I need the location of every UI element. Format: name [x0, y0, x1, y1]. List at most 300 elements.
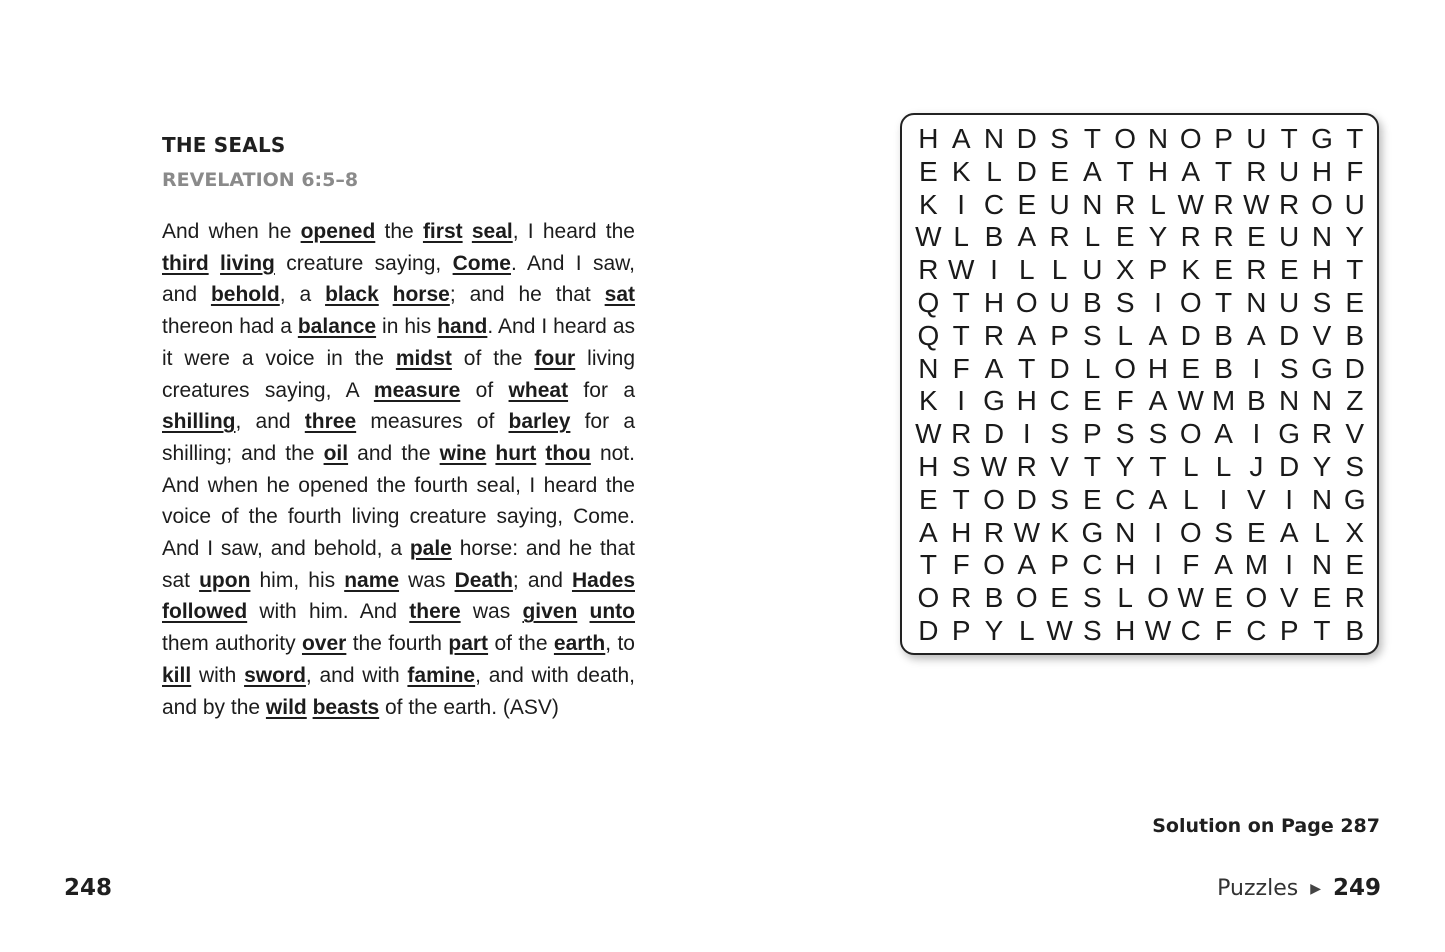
grid-letter: T [1280, 123, 1298, 154]
grid-letter: U [1344, 188, 1365, 220]
grid-row [912, 123, 1371, 156]
grid-letter: W [1144, 614, 1172, 646]
grid-letter: R [1180, 221, 1201, 253]
passage-text: the [375, 220, 423, 243]
grid-letter: W [1177, 188, 1204, 220]
search-word: kill [162, 663, 192, 687]
grid-letter: E [1017, 188, 1037, 220]
grid-letter: B [1214, 352, 1233, 384]
grid-letter: E [1345, 286, 1365, 318]
search-word: living [220, 251, 275, 275]
grid-row [912, 221, 1371, 254]
grid-letter: A [1148, 483, 1168, 515]
grid-letter: D [1016, 123, 1037, 154]
passage-text: ; and [512, 568, 572, 592]
grid-letter: N [1279, 385, 1300, 417]
grid-letter: R [1016, 450, 1037, 482]
search-word: followed [162, 600, 248, 624]
grid-letter: R [1115, 188, 1136, 220]
grid-letter: F [1346, 155, 1364, 187]
grid-letter: U [1049, 286, 1070, 318]
grid-letter: B [1083, 286, 1102, 318]
grid-letter: R [1246, 155, 1267, 187]
grid-letter: R [1344, 582, 1365, 614]
grid-row [912, 484, 1371, 517]
grid-letter: L [1084, 352, 1101, 384]
grid-letter: I [1154, 549, 1162, 581]
grid-letter: W [980, 450, 1008, 482]
passage-text: , a [279, 283, 326, 307]
grid-row [912, 517, 1371, 550]
grid-letter: E [1214, 582, 1233, 614]
grid-row [912, 156, 1371, 189]
passage-text: them authority [162, 632, 302, 656]
search-word: three [304, 410, 357, 434]
grid-letter: W [1177, 582, 1204, 614]
grid-letter: L [1084, 221, 1101, 253]
grid-letter: E [919, 155, 938, 187]
grid-letter: S [1214, 516, 1233, 548]
grid-letter: H [1016, 385, 1037, 417]
grid-letter: H [1311, 155, 1333, 187]
passage-text [536, 442, 545, 465]
grid-letter: W [1013, 516, 1040, 548]
grid-letter: A [1083, 155, 1102, 187]
grid-letter: T [1083, 450, 1101, 482]
grid-letter: Y [984, 614, 1004, 646]
search-word: given [522, 600, 578, 624]
grid-letter: T [1346, 254, 1364, 286]
grid-row [912, 418, 1371, 451]
grid-row [912, 451, 1371, 484]
triangle-right-icon: ▶ [1310, 879, 1321, 896]
grid-letter: C [1049, 385, 1070, 417]
search-word: wild [265, 695, 307, 719]
grid-letter: I [1154, 516, 1162, 548]
section-label: Puzzles [1217, 875, 1299, 901]
grid-row [912, 549, 1371, 582]
grid-letter: I [957, 385, 966, 417]
grid-row [912, 254, 1371, 287]
grid-letter: O [1114, 123, 1137, 154]
grid-letter: L [1051, 254, 1068, 286]
passage-text: in his [376, 315, 438, 339]
grid-letter: O [917, 582, 940, 614]
grid-letter: Y [1345, 221, 1365, 253]
search-word: upon [199, 568, 251, 592]
passage-text: measures of [356, 410, 509, 434]
search-word: midst [395, 346, 452, 370]
grid-letter: E [1181, 352, 1201, 384]
grid-letter: P [1050, 549, 1069, 581]
grid-letter: Q [917, 286, 940, 318]
grid-letter: L [1182, 450, 1199, 482]
grid-letter: V [1345, 418, 1365, 450]
passage-text: not. And when he opened the fourth seal, I heard the voice of the fourth living creature saying, Come. And I saw, and behold, a [162, 441, 635, 561]
grid-letter: C [1246, 614, 1267, 646]
grid-letter: R [951, 582, 972, 614]
grid-letter: I [1252, 352, 1261, 384]
grid-letter: F [1215, 614, 1233, 646]
passage-text: . And I saw, and [162, 251, 635, 307]
passage-text: And when he [162, 220, 301, 243]
grid-letter: P [1083, 418, 1102, 450]
grid-letter: H [1147, 155, 1169, 187]
grid-letter: L [986, 155, 1002, 187]
grid-letter: I [1285, 549, 1294, 581]
grid-letter: D [1016, 155, 1037, 187]
passage-text: creature saying, [274, 251, 453, 275]
search-word: pale [409, 537, 452, 561]
grid-letter: A [1247, 319, 1266, 351]
grid-letter: T [1149, 450, 1167, 482]
grid-letter: I [1285, 483, 1294, 515]
search-word: name [344, 568, 400, 592]
right-page-footer [1217, 875, 1381, 901]
solution-note: Solution on Page 287 [1152, 815, 1380, 837]
search-word: balance [297, 315, 377, 339]
grid-letter: B [1345, 319, 1365, 351]
grid-letter: T [1018, 352, 1036, 384]
grid-letter: H [1311, 254, 1333, 286]
grid-letter: U [1049, 188, 1070, 220]
grid-letter: R [1246, 254, 1267, 286]
grid-letter: U [1279, 155, 1300, 187]
grid-letter: E [919, 483, 938, 515]
grid-letter: R [918, 254, 939, 286]
grid-letter: O [1179, 286, 1202, 318]
grid-letter: F [1116, 385, 1134, 417]
grid-letter: L [953, 221, 969, 253]
grid-letter: Y [1148, 221, 1168, 253]
grid-letter: T [1083, 123, 1101, 154]
grid-letter: S [1148, 418, 1168, 450]
search-word: horse [392, 283, 450, 307]
grid-letter: R [1213, 221, 1234, 253]
grid-letter: R [983, 516, 1005, 548]
grid-letter: N [1246, 286, 1267, 318]
grid-letter: O [1245, 582, 1268, 614]
passage-text: him, his [250, 568, 345, 592]
passage-text: with him. And [247, 600, 410, 624]
grid-letter: F [952, 352, 970, 384]
passage-text [209, 252, 220, 275]
passage-text: . And I heard as it were a voice in the [162, 315, 635, 370]
grid-letter: N [918, 352, 939, 384]
search-word: measure [373, 378, 461, 402]
grid-letter: I [957, 188, 966, 220]
grid-letter: H [918, 123, 939, 154]
grid-letter: S [1083, 582, 1102, 614]
grid-letter: W [1046, 614, 1073, 646]
grid-letter: W [915, 418, 942, 450]
grid-letter: A [1017, 549, 1037, 581]
grid-letter: D [918, 614, 939, 646]
grid-letter: Z [1346, 385, 1364, 417]
grid-letter: O [1179, 123, 1202, 154]
grid-letter: E [1279, 254, 1299, 286]
grid-letter: T [952, 483, 970, 515]
passage-text: of the [488, 632, 554, 656]
search-word: thou [545, 441, 591, 465]
grid-letter: E [1050, 155, 1069, 187]
grid-letter: S [1083, 319, 1102, 351]
grid-letter: D [1016, 483, 1037, 515]
grid-letter: P [1148, 254, 1168, 286]
passage-text: of the earth. (ASV) [379, 695, 559, 719]
grid-row [912, 189, 1371, 222]
search-word: third [162, 251, 209, 275]
grid-letter: O [983, 549, 1005, 581]
grid-letter: E [1115, 221, 1135, 253]
grid-letter: E [1247, 221, 1266, 253]
grid-letter: R [983, 319, 1005, 351]
grid-letter: H [1115, 549, 1136, 581]
search-word: part [448, 632, 489, 656]
grid-letter: K [1181, 254, 1201, 286]
grid-letter: Y [1115, 450, 1135, 482]
grid-letter: O [1015, 582, 1038, 614]
grid-letter: G [1081, 516, 1104, 548]
grid-letter: C [1082, 549, 1103, 581]
grid-letter: X [1115, 254, 1135, 286]
grid-letter: U [1279, 221, 1300, 253]
grid-letter: J [1249, 450, 1264, 482]
grid-letter: O [983, 483, 1005, 515]
grid-letter: Y [1312, 450, 1332, 482]
grid-letter: I [1154, 286, 1162, 318]
passage-text: for a [568, 378, 635, 402]
grid-letter: C [983, 188, 1005, 220]
grid-letter: E [1083, 483, 1102, 515]
passage-text: the fourth [346, 632, 449, 656]
grid-letter: T [1215, 286, 1233, 318]
search-word: Come [452, 251, 511, 275]
grid-letter: A [1214, 418, 1233, 450]
passage-text: , to [605, 632, 635, 656]
grid-letter: A [1181, 155, 1201, 187]
grid-letter: S [951, 450, 971, 482]
grid-letter: A [951, 123, 971, 154]
grid-letter: H [1115, 614, 1136, 646]
search-word: there [409, 600, 461, 624]
letter-grid [912, 123, 1371, 648]
grid-letter: O [1311, 188, 1333, 220]
search-word: Hades [571, 568, 635, 592]
grid-letter: F [1182, 549, 1200, 581]
search-word: sat [604, 283, 636, 307]
grid-letter: T [919, 549, 937, 581]
grid-letter: E [1345, 549, 1365, 581]
grid-letter: V [1312, 319, 1332, 351]
search-word: behold [210, 283, 280, 307]
grid-letter: L [1117, 319, 1133, 351]
grid-letter: O [1147, 582, 1169, 614]
grid-letter: K [919, 188, 938, 220]
grid-letter: E [1214, 254, 1233, 286]
grid-letter: S [1050, 483, 1069, 515]
search-word: famine [407, 663, 476, 687]
grid-letter: R [1049, 221, 1070, 253]
grid-letter: N [1311, 483, 1333, 515]
grid-letter: L [1019, 614, 1035, 646]
search-word: over [301, 632, 347, 656]
grid-letter: V [1247, 483, 1266, 515]
grid-letter: L [1314, 516, 1330, 548]
passage-text: horse: and he that sat [162, 537, 635, 592]
search-word: opened [300, 220, 376, 243]
grid-letter: D [1279, 319, 1300, 351]
search-word: beasts [312, 695, 380, 719]
passage-text: of the [451, 346, 535, 370]
grid-letter: A [1017, 319, 1037, 351]
grid-letter: T [1215, 155, 1233, 187]
grid-letter: G [1343, 483, 1366, 515]
grid-letter: D [1279, 450, 1300, 482]
grid-letter: A [1148, 385, 1168, 417]
grid-letter: S [1279, 352, 1299, 384]
grid-letter: N [983, 123, 1005, 154]
grid-letter: A [1279, 516, 1299, 548]
grid-letter: A [1017, 221, 1037, 253]
passage-text: was [399, 568, 455, 592]
search-word: hurt [495, 441, 537, 465]
grid-letter: A [1148, 319, 1168, 351]
grid-letter: R [1279, 188, 1300, 220]
passage-text: ; and he that [449, 283, 605, 307]
grid-row [912, 582, 1371, 615]
grid-letter: Q [917, 319, 940, 351]
grid-letter: S [1115, 286, 1135, 318]
search-word: first [422, 220, 463, 243]
grid-letter: G [1311, 352, 1333, 384]
grid-letter: N [1147, 123, 1169, 154]
grid-letter: W [1243, 188, 1270, 220]
grid-letter: D [983, 418, 1005, 450]
grid-letter: K [1050, 516, 1069, 548]
grid-letter: T [1346, 123, 1364, 154]
search-word: hand [437, 315, 488, 339]
grid-letter: P [1214, 123, 1233, 154]
grid-letter: N [1082, 188, 1103, 220]
passage-text: was [460, 600, 523, 624]
passage-text: thereon had a [162, 315, 298, 339]
grid-letter: O [1179, 418, 1202, 450]
left-page-number: 248 [64, 875, 113, 901]
grid-letter: A [919, 516, 938, 548]
grid-letter: I [1252, 418, 1261, 450]
grid-letter: K [919, 385, 938, 417]
grid-letter: P [1050, 319, 1069, 351]
search-word: earth [553, 632, 606, 656]
grid-letter: P [951, 614, 971, 646]
search-word: sword [244, 663, 306, 687]
grid-letter: B [1214, 319, 1233, 351]
search-word: four [534, 346, 576, 370]
grid-letter: W [915, 221, 942, 253]
grid-letter: O [1114, 352, 1137, 384]
grid-letter: D [1049, 352, 1070, 384]
grid-letter: N [1115, 516, 1136, 548]
grid-letter: B [984, 221, 1004, 253]
grid-letter: U [1246, 123, 1267, 154]
grid-letter: R [1311, 418, 1333, 450]
passage-text: living creatures saying, A [162, 346, 636, 402]
search-word: shilling [162, 410, 236, 434]
grid-letter: D [1344, 352, 1365, 384]
grid-letter: U [1082, 254, 1103, 286]
grid-letter: H [983, 286, 1005, 318]
grid-letter: S [1050, 123, 1069, 154]
grid-letter: E [1247, 516, 1266, 548]
grid-row [912, 615, 1371, 648]
grid-row [912, 320, 1371, 353]
grid-letter: C [1115, 483, 1136, 515]
search-word: wine [439, 441, 487, 465]
passage-text: for a shilling; and the [162, 410, 635, 465]
grid-letter: N [1311, 385, 1333, 417]
grid-letter: S [1050, 418, 1069, 450]
grid-letter: L [1215, 450, 1232, 482]
passage-text: , and with death, and by the [162, 663, 635, 719]
grid-letter: O [1179, 516, 1202, 548]
grid-letter: K [951, 155, 971, 187]
grid-letter: I [990, 254, 998, 286]
grid-letter: T [1313, 614, 1331, 646]
word-search-grid [900, 113, 1379, 655]
grid-letter: C [1180, 614, 1201, 646]
grid-letter: E [1083, 385, 1102, 417]
scripture-passage [162, 216, 635, 723]
grid-row [912, 287, 1371, 320]
search-word: wheat [508, 378, 569, 402]
grid-letter: B [1345, 614, 1365, 646]
right-page-number: 249 [1332, 875, 1381, 901]
grid-letter: B [1247, 385, 1266, 417]
search-word: seal [471, 220, 513, 243]
grid-letter: W [947, 254, 975, 286]
grid-letter: E [1312, 582, 1332, 614]
grid-letter: M [1244, 549, 1269, 581]
passage-text: with [191, 663, 245, 687]
grid-letter: A [1214, 549, 1233, 581]
grid-letter: T [952, 286, 970, 318]
grid-letter: D [1180, 319, 1201, 351]
grid-letter: S [1115, 418, 1135, 450]
search-word: oil [323, 441, 349, 465]
grid-letter: L [1117, 582, 1133, 614]
search-word: unto [589, 600, 636, 624]
grid-letter: E [1050, 582, 1069, 614]
grid-letter: N [1311, 221, 1333, 253]
search-word: barley [508, 410, 571, 434]
grid-letter: W [1177, 385, 1204, 417]
puzzle-title: THE SEALS [162, 133, 286, 157]
grid-letter: S [1312, 286, 1332, 318]
grid-letter: O [1015, 286, 1038, 318]
grid-letter: G [1311, 123, 1333, 154]
grid-letter: M [1211, 385, 1236, 417]
grid-letter: A [984, 352, 1004, 384]
passage-text: , I heard the [512, 220, 635, 243]
grid-letter: L [1150, 188, 1166, 220]
grid-row [912, 385, 1371, 418]
grid-letter: V [1279, 582, 1299, 614]
grid-letter: S [1083, 614, 1102, 646]
grid-letter: R [951, 418, 972, 450]
grid-letter: I [1219, 483, 1228, 515]
passage-text: and the [348, 441, 440, 465]
